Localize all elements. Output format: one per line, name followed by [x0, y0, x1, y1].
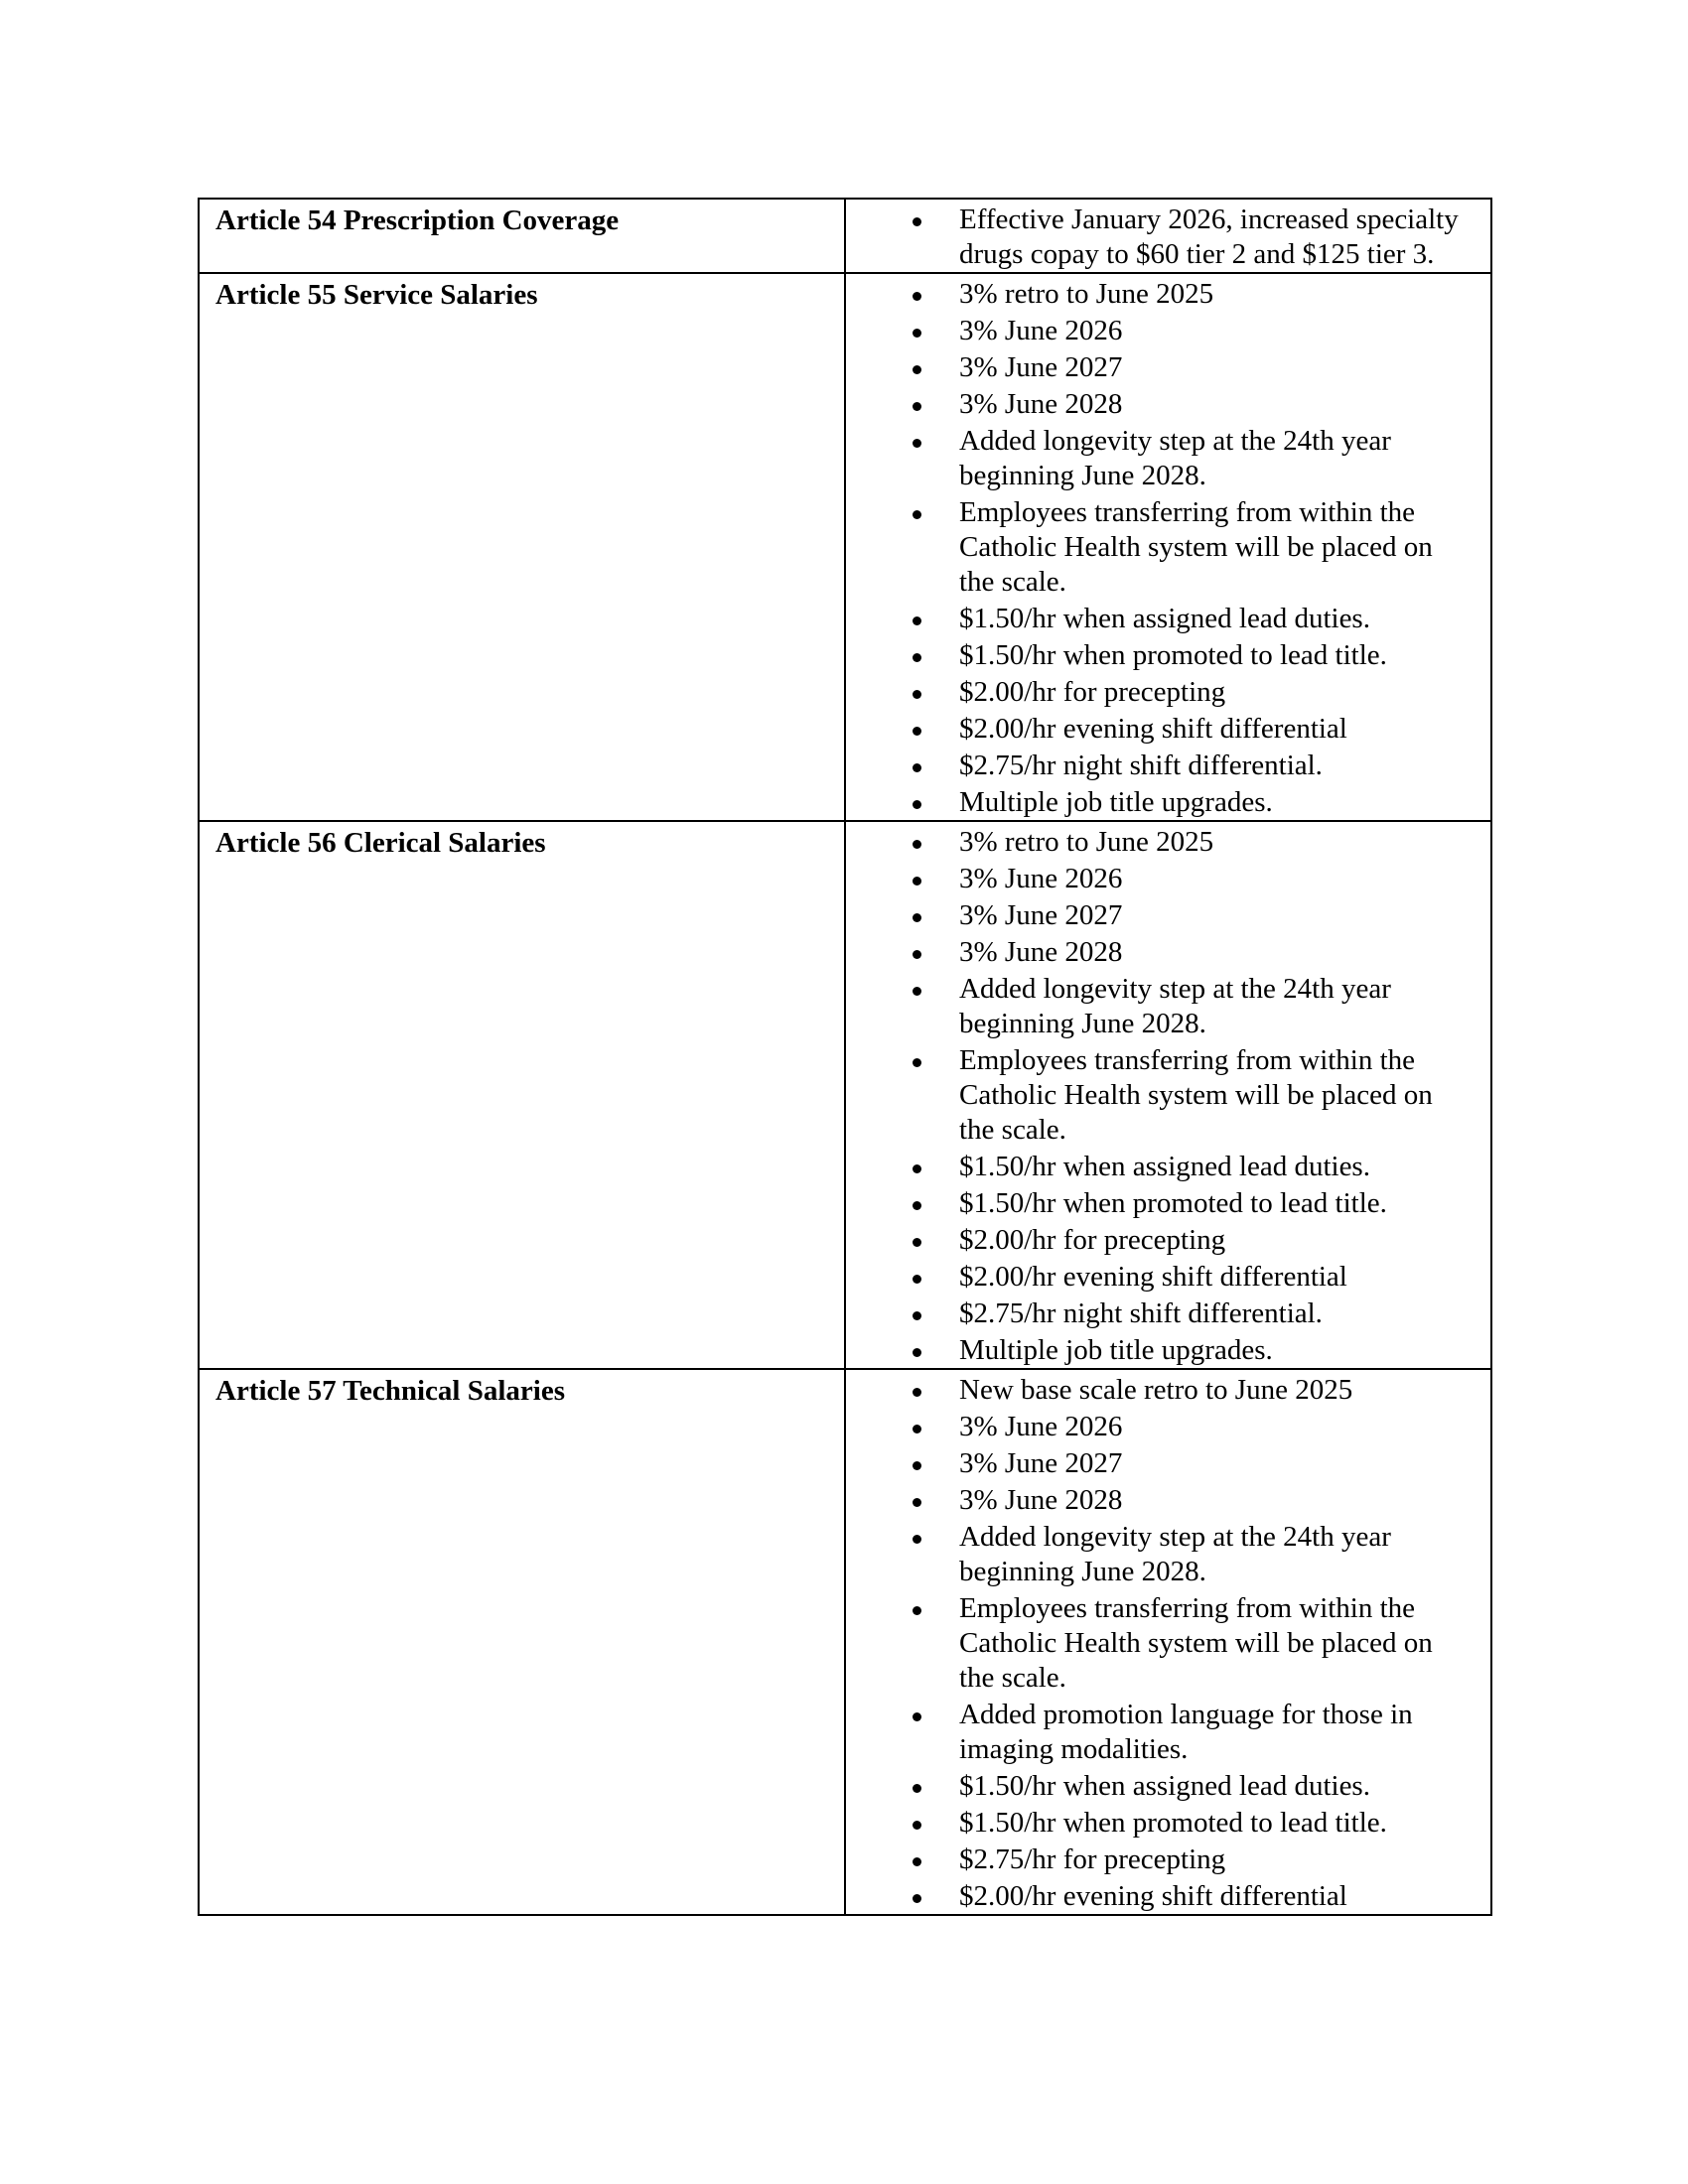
list-item-text: New base scale retro to June 2025	[959, 1374, 1353, 1406]
list-item	[846, 1333, 1490, 1368]
changes-cell	[845, 821, 1491, 1369]
table-row	[199, 1369, 1491, 1915]
list-item-text: $2.00/hr evening shift differential	[959, 1880, 1347, 1912]
bullet-list	[846, 274, 1490, 820]
list-item-text: $2.00/hr evening shift differential	[959, 713, 1347, 745]
article-cell	[199, 199, 845, 273]
list-item	[846, 1698, 1490, 1767]
article-cell	[199, 273, 845, 821]
list-item	[846, 785, 1490, 820]
bullet-icon	[913, 877, 921, 886]
bullet-icon	[913, 653, 921, 662]
list-item-text: 3% June 2028	[959, 388, 1123, 420]
list-item	[846, 1373, 1490, 1408]
list-item	[846, 1297, 1490, 1331]
bullet-list	[846, 200, 1490, 272]
article-title: Article 54 Prescription Coverage	[215, 205, 620, 236]
bullet-icon	[913, 840, 921, 849]
list-item-text: Added longevity step at the 24th year beginning June 2028.	[959, 425, 1391, 491]
list-item-text: $2.75/hr night shift differential.	[959, 750, 1323, 781]
bullet-icon	[913, 913, 921, 922]
table-body	[199, 199, 1491, 1915]
list-item	[846, 1806, 1490, 1841]
list-item	[846, 1150, 1490, 1184]
bullet-icon	[913, 1058, 921, 1067]
list-item	[846, 972, 1490, 1041]
changes-cell	[845, 199, 1491, 273]
list-item	[846, 350, 1490, 385]
bullet-icon	[913, 1894, 921, 1903]
table-row	[199, 821, 1491, 1369]
bullet-icon	[913, 616, 921, 625]
bullet-list	[846, 822, 1490, 1368]
list-item	[846, 862, 1490, 896]
list-item	[846, 1260, 1490, 1295]
article-cell	[199, 821, 845, 1369]
bullet-icon	[913, 292, 921, 301]
list-item-text: $1.50/hr when assigned lead duties.	[959, 603, 1370, 634]
list-item-text: 3% June 2028	[959, 1484, 1123, 1516]
list-item	[846, 424, 1490, 493]
list-item	[846, 1769, 1490, 1804]
list-item	[846, 1591, 1490, 1696]
bullet-icon	[913, 1535, 921, 1544]
list-item	[846, 825, 1490, 860]
bullet-icon	[913, 217, 921, 226]
bullet-icon	[913, 763, 921, 772]
list-item	[846, 1223, 1490, 1258]
list-item-text: 3% June 2028	[959, 936, 1123, 968]
list-item	[846, 277, 1490, 312]
list-item-text: $2.75/hr night shift differential.	[959, 1297, 1323, 1329]
article-title: Article 57 Technical Salaries	[215, 1375, 565, 1407]
list-item	[846, 1483, 1490, 1518]
bullet-icon	[913, 1821, 921, 1830]
bullet-icon	[913, 439, 921, 448]
list-item	[846, 1410, 1490, 1444]
article-title: Article 55 Service Salaries	[215, 279, 538, 311]
article-cell	[199, 1369, 845, 1915]
list-item-text: Added longevity step at the 24th year beginning June 2028.	[959, 1521, 1391, 1587]
list-item-text: $2.00/hr evening shift differential	[959, 1261, 1347, 1293]
bullet-icon	[913, 950, 921, 959]
changes-cell	[845, 1369, 1491, 1915]
list-item	[846, 495, 1490, 600]
list-item-text: $1.50/hr when promoted to lead title.	[959, 1187, 1387, 1219]
list-item	[846, 638, 1490, 673]
list-item-text: Employees transferring from within the Catholic Health system will be placed on the scale.	[959, 1592, 1433, 1694]
list-item	[846, 1843, 1490, 1877]
list-item-text: $2.75/hr for precepting	[959, 1843, 1226, 1875]
list-item	[846, 1520, 1490, 1589]
list-item-text: 3% June 2026	[959, 315, 1123, 346]
list-item	[846, 314, 1490, 348]
changes-cell	[845, 273, 1491, 821]
bullet-icon	[913, 1712, 921, 1721]
bullet-icon	[913, 987, 921, 996]
bullet-icon	[913, 690, 921, 699]
list-item	[846, 935, 1490, 970]
table-row	[199, 273, 1491, 821]
list-item-text: $1.50/hr when assigned lead duties.	[959, 1151, 1370, 1182]
table-row	[199, 199, 1491, 273]
list-item-text: 3% June 2027	[959, 351, 1123, 383]
bullet-icon	[913, 329, 921, 338]
list-item-text: 3% June 2026	[959, 1411, 1123, 1442]
bullet-icon	[913, 1461, 921, 1470]
bullet-icon	[913, 1311, 921, 1320]
bullet-icon	[913, 1388, 921, 1397]
bullet-icon	[913, 1498, 921, 1507]
list-item	[846, 1186, 1490, 1221]
bullet-list	[846, 1370, 1490, 1914]
list-item	[846, 898, 1490, 933]
list-item	[846, 749, 1490, 783]
list-item-text: 3% June 2027	[959, 1447, 1123, 1479]
bullet-icon	[913, 1238, 921, 1247]
list-item-text: Multiple job title upgrades.	[959, 1334, 1273, 1366]
list-item-text: 3% June 2026	[959, 863, 1123, 894]
contract-summary-table	[198, 198, 1492, 1916]
list-item	[846, 387, 1490, 422]
list-item-text: $1.50/hr when promoted to lead title.	[959, 639, 1387, 671]
list-item-text: $2.00/hr for precepting	[959, 676, 1226, 708]
list-item-text: $1.50/hr when assigned lead duties.	[959, 1770, 1370, 1802]
bullet-icon	[913, 727, 921, 736]
list-item	[846, 1446, 1490, 1481]
bullet-icon	[913, 1425, 921, 1433]
bullet-icon	[913, 365, 921, 374]
bullet-icon	[913, 510, 921, 519]
list-item-text: Added promotion language for those in imaging modalities.	[959, 1699, 1413, 1765]
bullet-icon	[913, 1606, 921, 1615]
list-item-text: Employees transferring from within the Catholic Health system will be placed on the scale.	[959, 1044, 1433, 1146]
bullet-icon	[913, 800, 921, 809]
list-item	[846, 1879, 1490, 1914]
list-item-text: Employees transferring from within the Catholic Health system will be placed on the scale.	[959, 496, 1433, 598]
list-item	[846, 675, 1490, 710]
list-item	[846, 602, 1490, 636]
list-item	[846, 203, 1490, 272]
bullet-icon	[913, 1348, 921, 1357]
list-item-text: Added longevity step at the 24th year beginning June 2028.	[959, 973, 1391, 1039]
list-item-text: $2.00/hr for precepting	[959, 1224, 1226, 1256]
list-item-text: 3% retro to June 2025	[959, 278, 1214, 310]
list-item-text: Effective January 2026, increased specialty drugs copay to $60 tier 2 and $125 tier 3.	[959, 204, 1459, 270]
list-item-text: $1.50/hr when promoted to lead title.	[959, 1807, 1387, 1839]
list-item-text: 3% retro to June 2025	[959, 826, 1214, 858]
bullet-icon	[913, 1857, 921, 1866]
list-item	[846, 712, 1490, 747]
bullet-icon	[913, 1201, 921, 1210]
article-title: Article 56 Clerical Salaries	[215, 827, 546, 859]
bullet-icon	[913, 1275, 921, 1284]
bullet-icon	[913, 1784, 921, 1793]
bullet-icon	[913, 402, 921, 411]
bullet-icon	[913, 1164, 921, 1173]
list-item-text: 3% June 2027	[959, 899, 1123, 931]
list-item	[846, 1043, 1490, 1148]
list-item-text: Multiple job title upgrades.	[959, 786, 1273, 818]
